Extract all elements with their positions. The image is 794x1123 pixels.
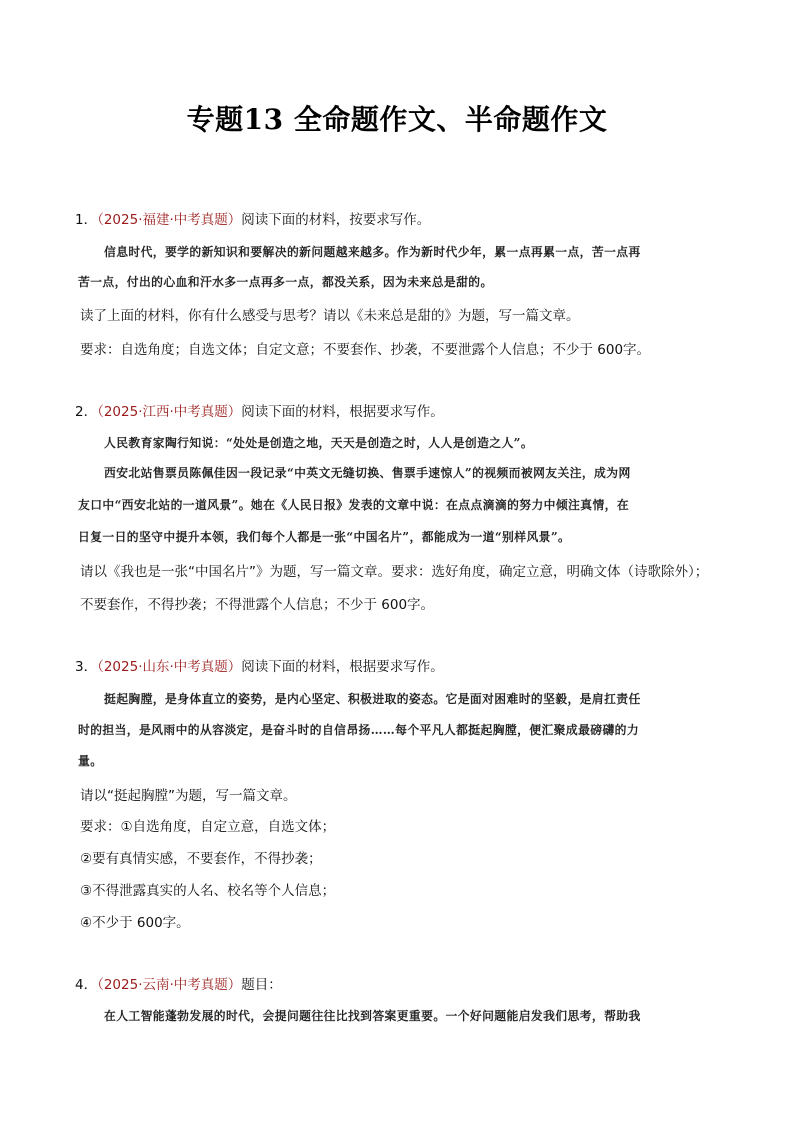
writing-requirement: ②要有真情实感，不要套作，不得抄袭； bbox=[80, 851, 322, 867]
question-3-header bbox=[75, 655, 444, 675]
material-line: 西安北站售票员陈佩佳因一段记录“中英文无缝切换、售票手速惊人”的视频而被网友关注，成为网 bbox=[104, 466, 631, 480]
writing-requirement: ④不少于 600字。 bbox=[80, 915, 190, 931]
question-source: 2025·山东·中考真题 bbox=[103, 659, 228, 675]
writing-prompt: 不要套作，不得抄袭；不得泄露个人信息；不少于 600字。 bbox=[80, 597, 435, 613]
question-number: 3． bbox=[75, 659, 98, 675]
source-close: ） bbox=[227, 977, 242, 993]
source-close: ） bbox=[227, 659, 242, 675]
source-open: （ bbox=[97, 659, 104, 675]
source-close: ） bbox=[227, 212, 242, 228]
writing-prompt: 读了上面的材料，你有什么感受与思考？请以《未来总是甜的》为题，写一篇文章。 bbox=[80, 308, 580, 324]
question-number: 1． bbox=[75, 212, 98, 228]
question-number: 4． bbox=[75, 977, 98, 993]
page-title: 专题13 全命题作文、半命题作文 bbox=[186, 103, 608, 136]
question-lead: 阅读下面的材料，根据要求写作。 bbox=[241, 659, 444, 675]
source-open: （ bbox=[97, 404, 104, 420]
material-line: 挺起胸膛，是身体直立的姿势，是内心坚定、积极进取的姿态。它是面对困难时的坚毅，是肩扛责任 bbox=[104, 692, 641, 706]
question-source: 2025·江西·中考真题 bbox=[103, 404, 228, 420]
material-line: 友口中“西安北站的一道风景”。她在《人民日报》发表的文章中说：在点点滴滴的努力中倾注真情，在 bbox=[78, 498, 630, 512]
material-line: 人民教育家陶行知说：“处处是创造之地，天天是创造之时，人人是创造之人”。 bbox=[104, 436, 534, 450]
source-open: （ bbox=[97, 977, 104, 993]
material-line: 信息时代，要学的新知识和要解决的新问题越来越多。作为新时代少年，累一点再累一点，苦一点再 bbox=[104, 245, 641, 259]
question-2-header bbox=[75, 400, 444, 420]
material-line: 苦一点，付出的心血和汗水多一点再多一点，都没关系，因为未来总是甜的。 bbox=[78, 275, 493, 289]
source-open: （ bbox=[97, 212, 104, 228]
writing-prompt: 请以“挺起胸膛”为题，写一篇文章。 bbox=[80, 788, 297, 804]
material-line: 时的担当，是风雨中的从容淡定，是奋斗时的自信昂扬……每个平凡人都挺起胸膛，便汇聚成最磅礴的力 bbox=[78, 723, 640, 737]
writing-requirement: ③不得泄露真实的人名、校名等个人信息； bbox=[80, 883, 336, 899]
question-source: 2025·福建·中考真题 bbox=[103, 212, 228, 228]
question-lead: 阅读下面的材料，根据要求写作。 bbox=[241, 404, 444, 420]
question-lead: 题目： bbox=[241, 977, 282, 993]
writing-requirement: 要求：①自选角度，自定立意，自选文体； bbox=[80, 819, 336, 835]
source-close: ） bbox=[227, 404, 242, 420]
writing-prompt: 请以《我也是一张“中国名片”》为题，写一篇文章。要求：选好角度，确定立意，明确文体（诗歌除外）； bbox=[80, 564, 709, 580]
question-source: 2025·云南·中考真题 bbox=[103, 977, 228, 993]
question-4-header bbox=[75, 973, 282, 993]
question-lead: 阅读下面的材料，按要求写作。 bbox=[241, 212, 431, 228]
material-line: 量。 bbox=[78, 754, 103, 768]
question-number: 2． bbox=[75, 404, 98, 420]
question-1-header bbox=[75, 208, 430, 228]
writing-requirements: 要求：自选角度；自选文体；自定文意；不要套作、抄袭，不要泄露个人信息；不少于 600字。 bbox=[80, 342, 651, 358]
material-line: 日复一日的坚守中提升本领，我们每个人都是一张“中国名片”，都能成为一道“别样风景”。 bbox=[78, 530, 571, 544]
material-line: 在人工智能蓬勃发展的时代，会提问题往往比找到答案更重要。一个好问题能启发我们思考，帮助我 bbox=[104, 1009, 641, 1023]
